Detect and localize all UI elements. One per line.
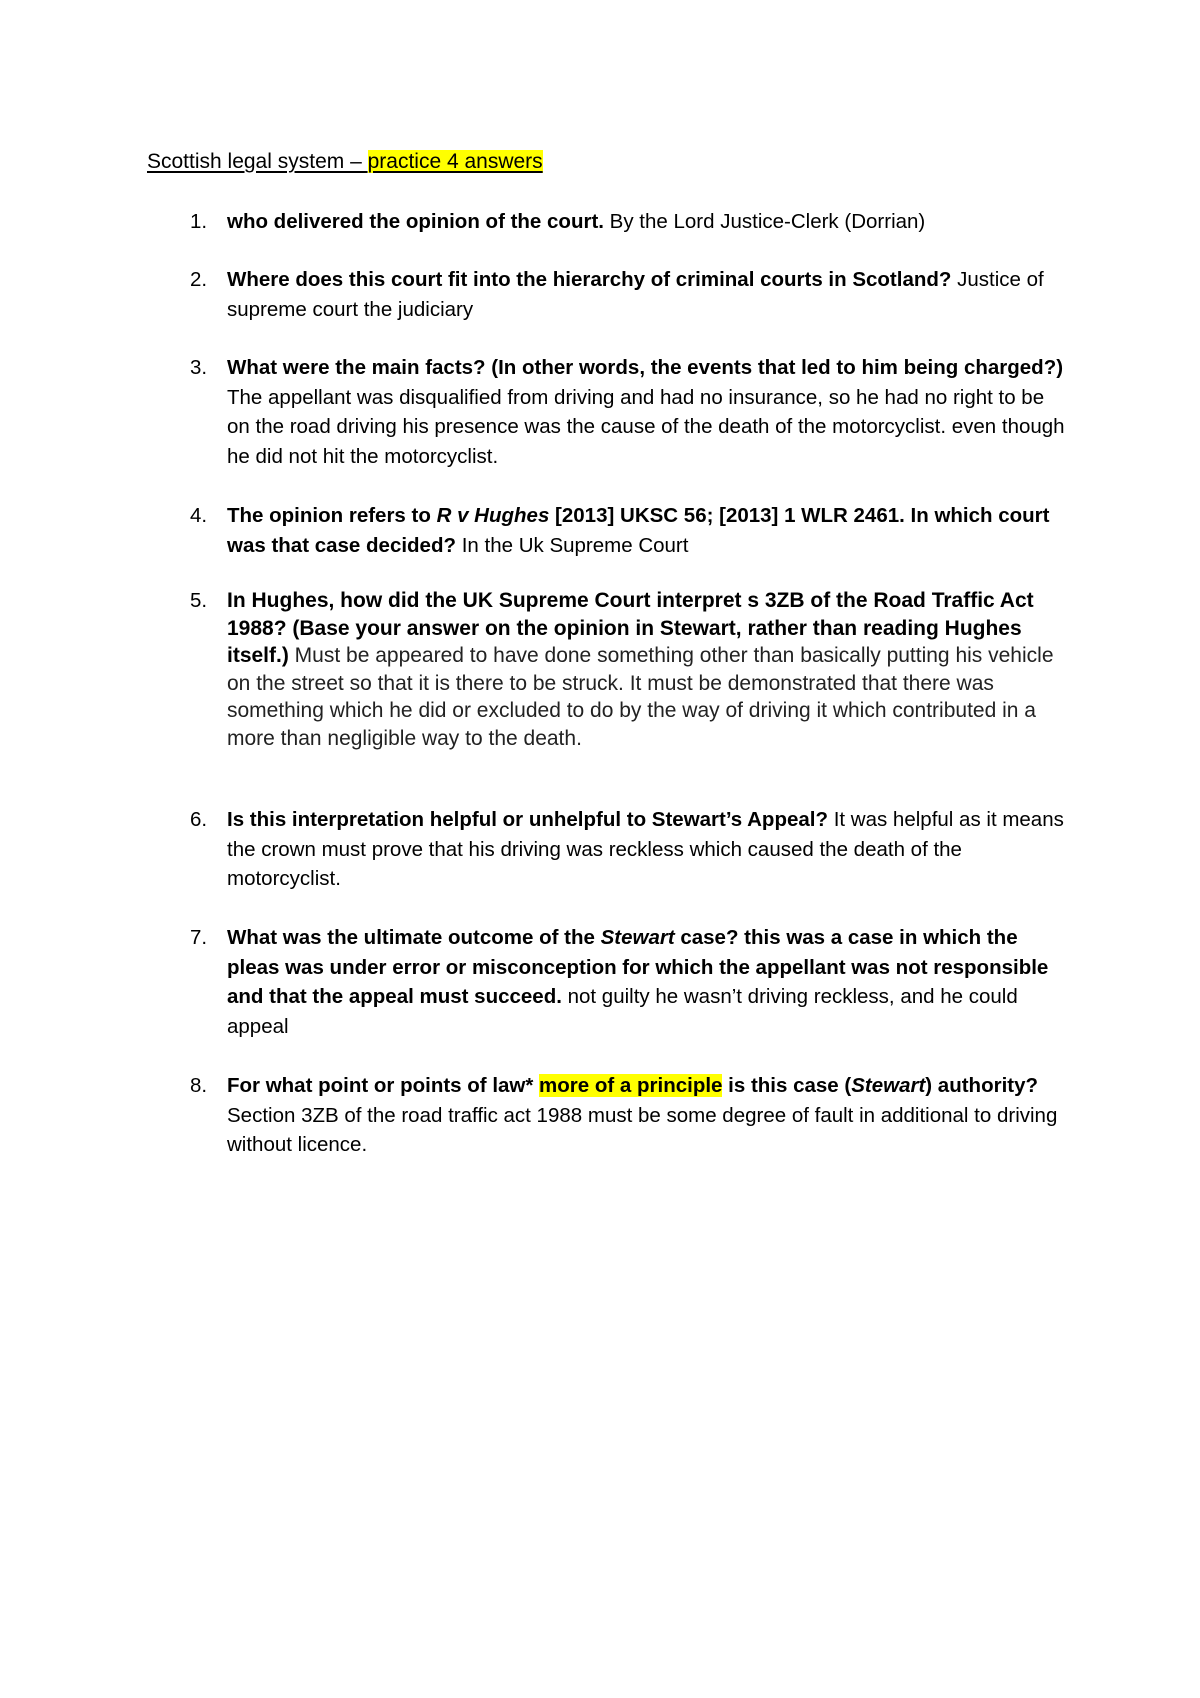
answer-text: By the Lord Justice-Clerk (Dorrian) xyxy=(603,210,926,233)
title-prefix: Scottish legal system – xyxy=(147,150,368,173)
question-list xyxy=(190,207,1070,1161)
list-item xyxy=(190,265,1070,353)
question-text-end: case? this was a case in which the pleas was under error or misconception for which the appellant was not responsible and that the appeal must succeed. xyxy=(227,926,1049,1008)
answer-text: Must be appeared to have done something other than basically putting his vehicle on the street so that it is there to be struck. It must be demonstrated that there was something which he did or excluded to do by the way of driving it which contributed in a more than negligible way to the death. xyxy=(227,644,1054,750)
list-item xyxy=(190,1071,1070,1161)
document-title xyxy=(147,147,543,177)
question-text: What were the main facts? (In other words, the events that led to him being charged?) xyxy=(227,356,1064,379)
title-highlight: practice 4 answers xyxy=(367,150,543,173)
item-number: 8. xyxy=(190,1074,208,1097)
answer-text: It was helpful as it means the crown must prove that his driving was reckless which caused the death of the motorcyclist. xyxy=(227,808,1064,890)
list-item xyxy=(190,923,1070,1071)
item-number: 6. xyxy=(190,808,208,831)
case-name-italic: Stewart xyxy=(600,926,675,949)
list-item xyxy=(190,353,1070,501)
item-number: 2. xyxy=(190,268,208,291)
question-text-middle: is this case ( xyxy=(722,1074,852,1097)
question-text: Where does this court fit into the hierarchy of criminal courts in Scotland? xyxy=(227,268,952,291)
question-text-end: [2013] UKSC 56; [2013] 1 WLR 2461. In which court was that case decided? xyxy=(227,504,1050,557)
question-text: who delivered the opinion of the court. xyxy=(227,210,604,233)
list-item xyxy=(190,207,1070,265)
question-highlight: more of a principle xyxy=(539,1074,723,1097)
answer-text: Section 3ZB of the road traffic act 1988 must be some degree of fault in additional to driving without licence. xyxy=(227,1103,1058,1156)
list-item xyxy=(190,805,1070,923)
item-number: 7. xyxy=(190,926,208,949)
question-text: Is this interpretation helpful or unhelpful to Stewart’s Appeal? xyxy=(227,808,828,831)
question-text-end: ) authority? xyxy=(925,1074,1039,1097)
item-number: 1. xyxy=(190,210,208,233)
answer-text: The appellant was disqualified from driving and had no insurance, so he had no right to be on the road driving his presence was the cause of the death of the motorcyclist. even though he did not hit the motorcyclist. xyxy=(227,385,1065,468)
answer-text: In the Uk Supreme Court xyxy=(456,533,689,557)
case-name-italic: R v Hughes xyxy=(436,504,550,527)
item-number: 3. xyxy=(190,356,208,379)
question-text-start: What was the ultimate outcome of the xyxy=(227,926,601,949)
case-name-italic: Stewart xyxy=(851,1074,926,1097)
item-number: 5. xyxy=(190,589,208,612)
answer-text: not guilty he wasn’t driving reckless, and he could appeal xyxy=(227,985,1018,1038)
question-text-start: For what point or points of law* xyxy=(227,1074,540,1097)
answer-text: Justice of supreme court the judiciary xyxy=(227,268,1044,321)
question-text: In Hughes, how did the UK Supreme Court interpret s 3ZB of the Road Traffic Act 1988? (Base your answer on the opinion in Stewart, rather than reading Hughes itself.) xyxy=(227,589,1034,667)
list-item xyxy=(190,587,1070,805)
question-text-start: The opinion refers to xyxy=(227,504,437,527)
list-item xyxy=(190,501,1070,587)
item-number: 4. xyxy=(190,504,208,527)
